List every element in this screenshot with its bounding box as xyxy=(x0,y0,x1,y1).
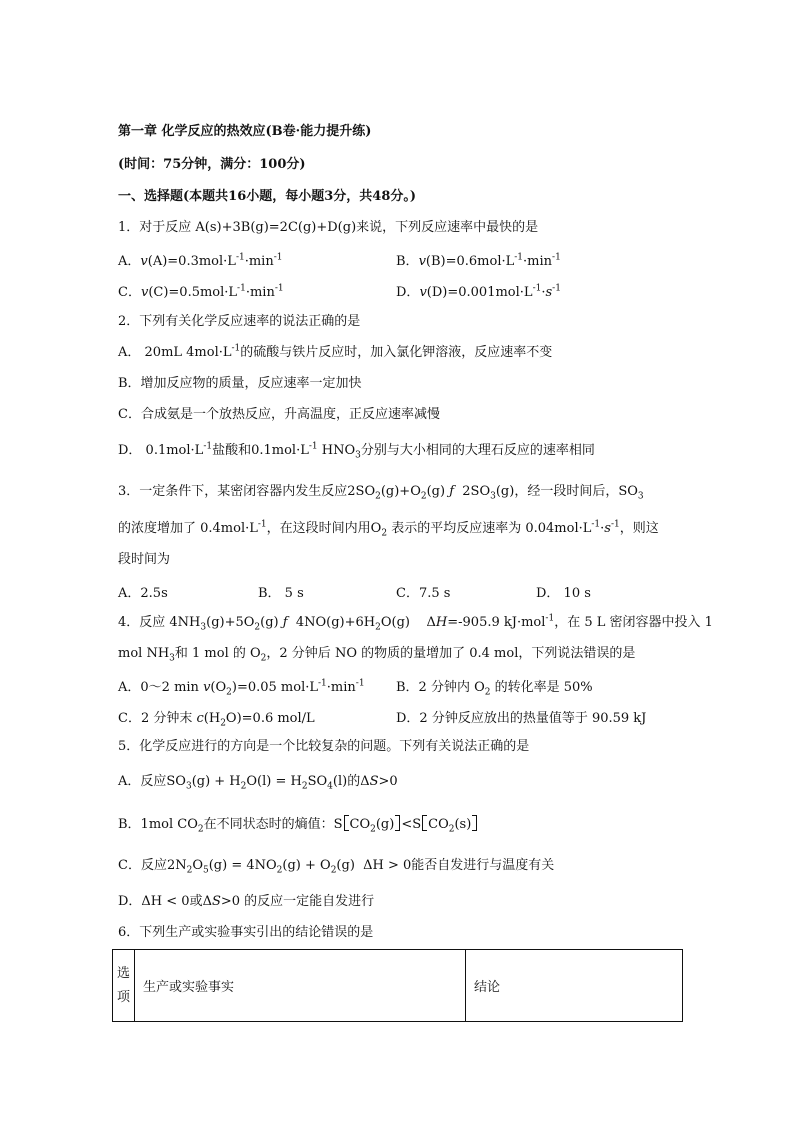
q1-option-d: D．$v(D)=0.001mol\cdot L^{-1}\cdot s^{-1}$ xyxy=(396,283,561,300)
q4-stem-line1: 4．反应 $4NH_3(g)+5O_2(g)$ ƒ $4NO(g)+6H_2O(g)$ ΔH=-905.9 kJ·mol$^{-1}$，在 5 L 密闭容器中投入 1 xyxy=(118,613,713,633)
q2-option-a: A． 20mL $4mol\cdot L^{-1}$的硫酸与铁片反应时，加入氯化钾溶液，反应速率不变 xyxy=(118,343,553,360)
q3-option-c: C．7.5 s xyxy=(396,586,451,601)
table-header-fact: 生产或实验事实 xyxy=(135,950,466,1022)
q5-option-b: B．1mol $CO_2$在不同状态时的熵值：S $CO_2(g) <S$ $CO_2(s)$ xyxy=(118,815,478,834)
q3-option-d: D． 10 s xyxy=(536,586,591,601)
table-header-row xyxy=(113,950,683,1022)
q1-option-a: A．$v(A)=0.3mol\cdot L^{-1}\cdot\min^{-1}$ xyxy=(118,252,283,269)
exam-meta: (时间：75分钟，满分：100分) xyxy=(118,157,306,172)
q5-stem: 5．化学反应进行的方向是一个比较复杂的问题。下列有关说法正确的是 xyxy=(118,739,530,754)
q2-option-b: B．增加反应物的质量，反应速率一定加快 xyxy=(118,376,362,391)
q5-option-c: C．反应$2N_2O_5(g) = 4NO_2(g) + O_2(g) \Delta H > 0$能否自发进行与温度有关 xyxy=(118,858,555,876)
table-header-conclusion: 结论 xyxy=(466,950,683,1022)
q3-option-b: B． 5 s xyxy=(258,586,304,601)
q4-stem-line2: mol $NH_3$和 1 mol 的 $O_2$，2 分钟后 NO 的物质的量增加了 0.4 mol，下列说法错误的是 xyxy=(118,646,636,664)
q5-option-a: A．反应$SO_3(g) + H_2O(l) = H_2SO_4(l)$的ΔS>0 xyxy=(118,774,398,792)
page-title: 第一章 化学反应的热效应(B卷·能力提升练) xyxy=(118,124,372,139)
q5-option-d: D．ΔH < 0或ΔS>0 的反应一定能自发进行 xyxy=(118,894,375,909)
q4-option-b: B．2 分钟内 $O_2$ 的转化率是 50% xyxy=(396,680,593,698)
q4-option-d: D．2 分钟反应放出的热量值等于 90.59 kJ xyxy=(396,711,647,726)
q4-option-a: A．0～2 $\min v(O_2)=0.05$ $mol\cdot L^{-1}\cdot\min^{-1}$ xyxy=(118,678,365,698)
q3-stem-line1: 3．一定条件下，某密闭容器内发生反应$2SO_2(g)+O_2(g)$ ƒ $2SO_3(g)$，经一段时间后，$SO_3$ xyxy=(118,484,644,502)
q2-option-c: C．合成氨是一个放热反应，升高温度，正反应速率减慢 xyxy=(118,407,440,422)
q2-option-d: D． $0.1mol\cdot L^{-1}$盐酸和$0.1mol\cdot L^{-1}$ $HNO_3$分别与大小相同的大理石反应的速率相同 xyxy=(118,441,595,461)
q2-stem: 2．下列有关化学反应速率的说法正确的是 xyxy=(118,314,361,329)
q3-stem-line3: 段时间为 xyxy=(118,552,171,567)
q3-option-a: A．2.5s xyxy=(118,586,168,601)
q1-option-b: B．$v(B)=0.6mol\cdot L^{-1}\cdot\min^{-1}$ xyxy=(396,252,561,269)
q3-stem-line2: 的浓度增加了 $0.4mol\cdot L^{-1}$，在这段时间内用$O_2$ 表示的平均反应速率为 $0.04mol\cdot L^{-1}\cdot s^{-1}$，则这 xyxy=(118,519,659,539)
section-heading: 一、选择题(本题共16小题，每小题3分，共48分。) xyxy=(118,189,417,204)
q4-option-c: C．2 分钟末 $c(H_2O)=0.6$ mol/L xyxy=(118,711,315,729)
q6-stem: 6．下列生产或实验事实引出的结论错误的是 xyxy=(118,925,374,940)
q1-stem: 1．对于反应 A(s)+3B(g)=2C(g)+D(g)来说，下列反应速率中最快的是 xyxy=(118,220,539,235)
table-header-option: 选 项 xyxy=(113,950,135,1022)
q6-table xyxy=(112,949,683,1022)
q1-option-c: C．$v(C)=0.5mol\cdot L^{-1}\cdot\min^{-1}$ xyxy=(118,283,284,300)
